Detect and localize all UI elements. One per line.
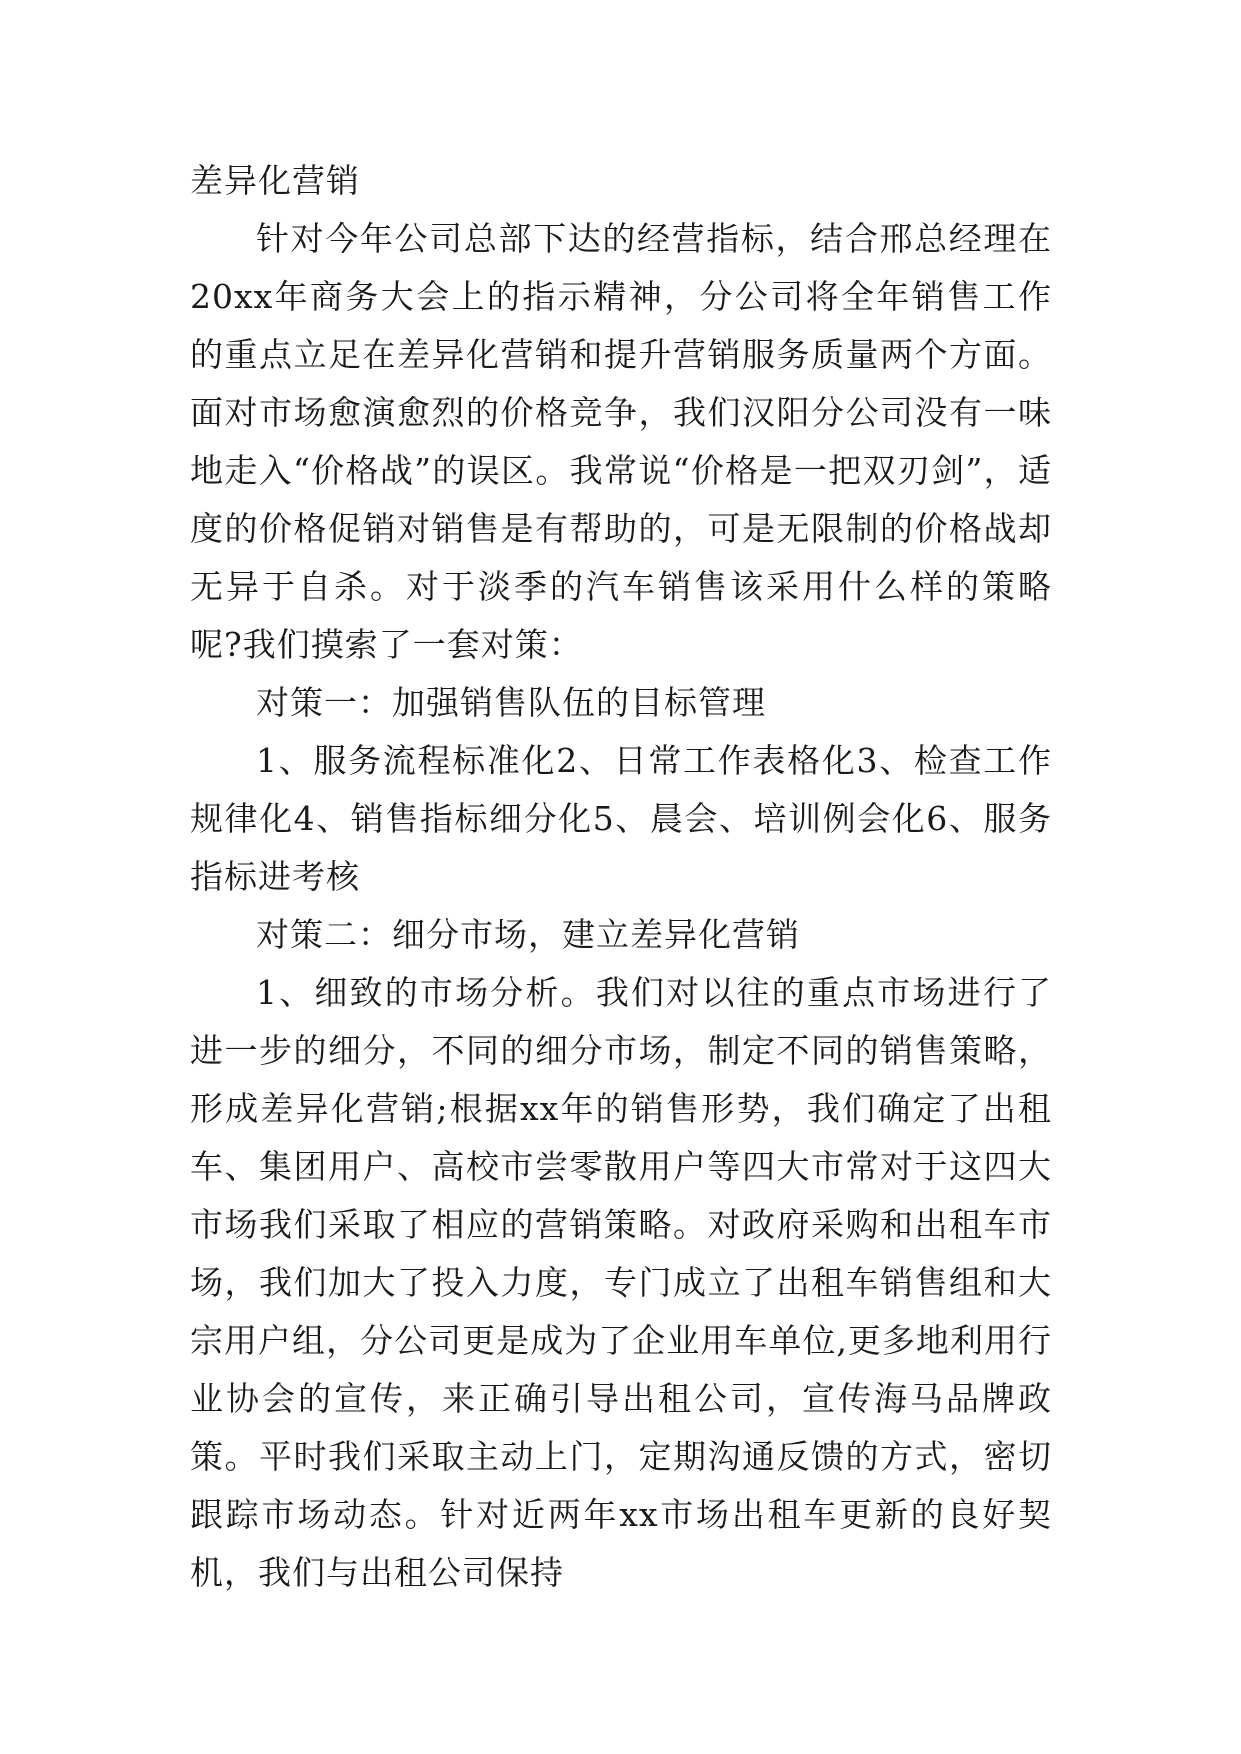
strategy-two-heading: 对策二：细分市场，建立差异化营销 [256, 915, 800, 954]
paragraph-intro: 针对今年公司总部下达的经营指标，结合邢总经理在20xx年商务大会上的指示精神，分公司将全年销售工作的重点立足在差异化营销和提升营销服务质量两个方面。面对市场愈演愈烈的价格竞争，我们汉阳分公司没有一味地走入“价格战”的误区。我常说“价格是一把双刃剑”，适度的价格促销对销售是有帮助的，可是无限制的价格战却无异于自杀。对于淡季的汽车销售该采用什么样的策略呢?我们摸索了一套对策： [190, 219, 1052, 664]
strategy-two-body: 1、细致的市场分析。我们对以往的重点市场进行了进一步的细分，不同的细分市场，制定不同的销售策略，形成差异化营销;根据xx年的销售形势，我们确定了出租车、集团用户、高校市尝零散用户等四大市常对于这四大市场我们采取了相应的营销策略。对政府采购和出租车市场，我们加大了投入力度，专门成立了出租车销售组和大宗用户组，分公司更是成为了企业用车单位,更多地利用行业协会的宣传，来正确引导出租公司，宣传海马品牌政策。平时我们采取主动上门，定期沟通反馈的方式，密切跟踪市场动态。针对近两年xx市场出租车更新的良好契机，我们与出租公司保持 [190, 973, 1052, 1592]
strategy-one-heading: 对策一：加强销售队伍的目标管理 [256, 683, 766, 722]
document-title: 差异化营销 [190, 161, 360, 200]
document-body [190, 152, 1052, 1602]
strategy-one-list: 1、服务流程标准化2、日常工作表格化3、检查工作规律化4、销售指标细分化5、晨会、培训例会化6、服务指标进考核 [190, 741, 1052, 896]
